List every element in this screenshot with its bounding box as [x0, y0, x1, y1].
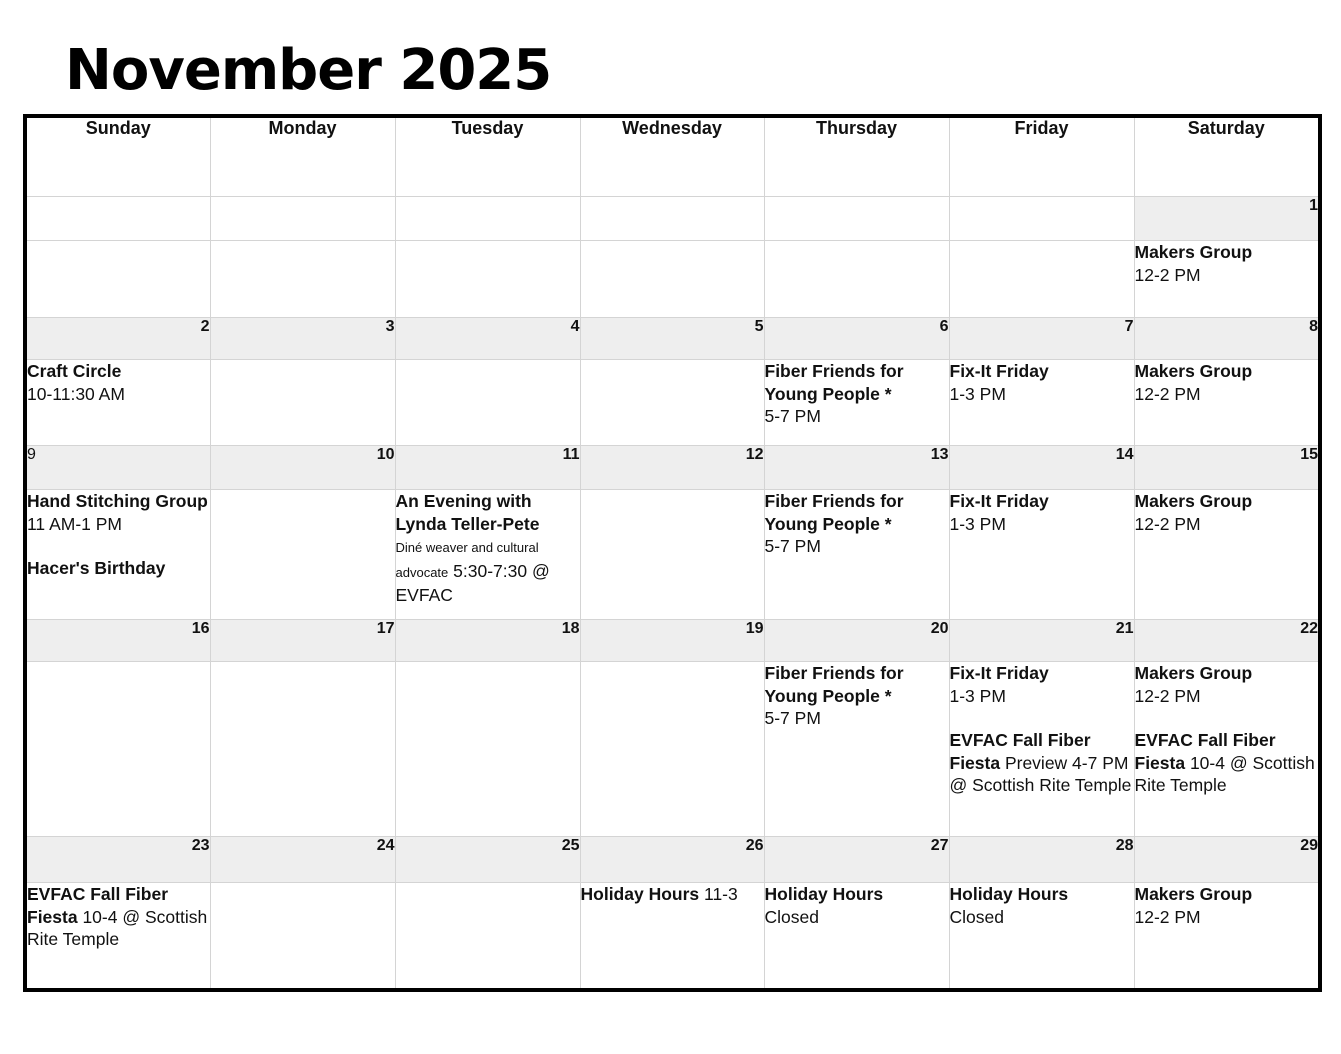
day-cell: [210, 360, 395, 446]
weekday-friday: Friday: [949, 116, 1134, 197]
day-number: 26: [580, 837, 764, 883]
day-cell: [580, 662, 764, 837]
event-detail: 12-2 PM: [1134, 383, 1201, 404]
event-detail: Preview 4-7 PM @ Scottish Rite Temple: [949, 752, 1132, 795]
event-detail: Closed: [764, 906, 819, 927]
event-title: Makers Group: [1134, 242, 1253, 262]
day-cell: [949, 360, 1134, 446]
day-number: 5: [580, 318, 764, 360]
day-cell: [949, 490, 1134, 620]
day-number: [764, 197, 949, 241]
day-cell: [580, 883, 764, 990]
weekday-header-row: [25, 116, 1320, 197]
day-number: 8: [1134, 318, 1320, 360]
calendar-event[interactable]: [27, 883, 210, 951]
calendar-event[interactable]: [950, 360, 1134, 405]
calendar-event[interactable]: [765, 490, 949, 558]
day-number: 17: [210, 620, 395, 662]
event-title: Fix-It Friday: [949, 361, 1049, 381]
event-detail: 12-2 PM: [1134, 906, 1201, 927]
event-detail: 11-3: [704, 884, 738, 904]
day-number: [25, 197, 210, 241]
calendar-event[interactable]: [1135, 490, 1319, 535]
day-number: 19: [580, 620, 764, 662]
week-date-row: [25, 446, 1320, 490]
event-detail: 10-4 @ Scottish Rite Temple: [1134, 752, 1315, 795]
day-number: 15: [1134, 446, 1320, 490]
calendar-event[interactable]: [27, 557, 210, 580]
day-number: 16: [25, 620, 210, 662]
day-cell: [25, 360, 210, 446]
event-detail: 5:30-7:30 @ EVFAC: [395, 560, 550, 605]
calendar-event[interactable]: [27, 360, 210, 405]
calendar-event[interactable]: [396, 490, 580, 607]
day-cell: [580, 490, 764, 620]
week-date-row: [25, 620, 1320, 662]
day-cell: [395, 662, 580, 837]
day-number: 1: [1134, 197, 1320, 241]
week-events-row: [25, 241, 1320, 318]
event-detail: 5-7 PM: [764, 536, 821, 556]
day-number: [949, 197, 1134, 241]
event-title: Fix-It Friday: [949, 663, 1049, 683]
event-title: Hand Stitching Group: [27, 491, 208, 511]
day-cell: [764, 241, 949, 318]
calendar-event[interactable]: [950, 729, 1134, 797]
day-cell: [1134, 360, 1320, 446]
calendar-event[interactable]: [1135, 360, 1319, 405]
day-number: 3: [210, 318, 395, 360]
day-cell: [580, 360, 764, 446]
event-detail: 5-7 PM: [764, 708, 821, 728]
week-events-row: [25, 490, 1320, 620]
day-number: 4: [395, 318, 580, 360]
event-detail: 5-7 PM: [764, 406, 821, 426]
day-cell: [395, 490, 580, 620]
day-cell: [210, 490, 395, 620]
week-events-row: [25, 883, 1320, 990]
week-date-row: [25, 318, 1320, 360]
week-date-row: [25, 197, 1320, 241]
week-date-row: [25, 837, 1320, 883]
event-detail: 12-2 PM: [1134, 685, 1201, 706]
event-title: Fiber Friends for Young People *: [764, 361, 904, 404]
day-number: 24: [210, 837, 395, 883]
calendar-event[interactable]: [27, 490, 210, 535]
weekday-tuesday: Tuesday: [395, 116, 580, 197]
day-cell: [949, 662, 1134, 837]
week-events-row: [25, 360, 1320, 446]
day-number: 22: [1134, 620, 1320, 662]
weekday-saturday: Saturday: [1134, 116, 1320, 197]
day-number: [580, 197, 764, 241]
calendar-event[interactable]: [765, 662, 949, 730]
weekday-monday: Monday: [210, 116, 395, 197]
event-detail: 1-3 PM: [949, 685, 1006, 706]
event-title: Hacer's Birthday: [27, 558, 166, 578]
day-cell: [1134, 490, 1320, 620]
day-number: [210, 197, 395, 241]
event-title: EVFAC Fall Fiber Fiesta: [1134, 730, 1276, 773]
calendar-event[interactable]: [765, 883, 949, 928]
day-number: 18: [395, 620, 580, 662]
event-title: Makers Group: [1134, 663, 1253, 683]
calendar-event[interactable]: [1135, 729, 1319, 797]
event-title: Fiber Friends for Young People *: [764, 491, 904, 534]
calendar-title: November 2025: [65, 38, 552, 103]
event-detail: Closed: [949, 906, 1004, 927]
day-cell: [764, 662, 949, 837]
day-number: 25: [395, 837, 580, 883]
day-cell: [25, 883, 210, 990]
day-number: 28: [949, 837, 1134, 883]
day-number: 21: [949, 620, 1134, 662]
day-cell: [580, 241, 764, 318]
day-number: 10: [210, 446, 395, 490]
event-title: Fiber Friends for Young People *: [764, 663, 904, 706]
day-cell: [25, 662, 210, 837]
event-title: Makers Group: [1134, 491, 1253, 511]
day-cell: [25, 241, 210, 318]
event-title: Craft Circle: [27, 361, 122, 381]
day-number: 29: [1134, 837, 1320, 883]
day-number: 20: [764, 620, 949, 662]
weekday-thursday: Thursday: [764, 116, 949, 197]
day-cell: [395, 883, 580, 990]
event-detail: 1-3 PM: [949, 383, 1006, 404]
event-title: Makers Group: [1134, 884, 1253, 904]
event-title: EVFAC Fall Fiber Fiesta: [27, 884, 168, 927]
event-note: Diné weaver and cultural advocate: [395, 540, 539, 580]
event-detail: 11 AM-1 PM: [27, 513, 122, 534]
event-title: Makers Group: [1134, 361, 1253, 381]
day-number: 13: [764, 446, 949, 490]
event-title: Holiday Hours: [764, 884, 884, 904]
day-number: 14: [949, 446, 1134, 490]
day-number: 27: [764, 837, 949, 883]
calendar-event[interactable]: [950, 490, 1134, 535]
day-cell: [764, 360, 949, 446]
calendar-event[interactable]: [950, 662, 1134, 707]
event-detail: 12-2 PM: [1134, 513, 1201, 534]
day-number: 11: [395, 446, 580, 490]
day-cell: [25, 490, 210, 620]
calendar-event[interactable]: [1135, 241, 1319, 286]
day-cell: [764, 490, 949, 620]
calendar-event[interactable]: [765, 360, 949, 428]
day-number: 2: [25, 318, 210, 360]
day-cell: [764, 883, 949, 990]
day-number: 23: [25, 837, 210, 883]
event-detail: 1-3 PM: [949, 513, 1006, 534]
day-cell: [949, 883, 1134, 990]
event-detail: 10-11:30 AM: [27, 383, 125, 404]
day-cell: [210, 241, 395, 318]
day-number: 6: [764, 318, 949, 360]
day-cell: [1134, 883, 1320, 990]
day-number: 12: [580, 446, 764, 490]
event-title: Holiday Hours: [580, 884, 700, 904]
day-number: 9: [25, 446, 210, 490]
weekday-wednesday: Wednesday: [580, 116, 764, 197]
day-cell: [395, 241, 580, 318]
day-number: 7: [949, 318, 1134, 360]
event-detail: 10-4 @ Scottish Rite Temple: [27, 906, 208, 949]
day-cell: [210, 883, 395, 990]
calendar-body: [25, 197, 1320, 990]
day-cell: [949, 241, 1134, 318]
weekday-sunday: Sunday: [25, 116, 210, 197]
week-events-row: [25, 662, 1320, 837]
event-title: Holiday Hours: [949, 884, 1069, 904]
calendar-event[interactable]: [950, 883, 1134, 928]
event-detail: 12-2 PM: [1134, 264, 1201, 285]
calendar-grid: [23, 114, 1322, 992]
event-title: An Evening with Lynda Teller-Pete: [395, 491, 540, 534]
day-number: [395, 197, 580, 241]
calendar-event[interactable]: [1135, 883, 1319, 928]
day-cell: [1134, 662, 1320, 837]
calendar-event[interactable]: [581, 883, 764, 906]
calendar-event[interactable]: [1135, 662, 1319, 707]
day-cell: [210, 662, 395, 837]
day-cell: [395, 360, 580, 446]
event-title: Fix-It Friday: [949, 491, 1049, 511]
event-title: EVFAC Fall Fiber Fiesta: [949, 730, 1091, 773]
day-cell: [1134, 241, 1320, 318]
